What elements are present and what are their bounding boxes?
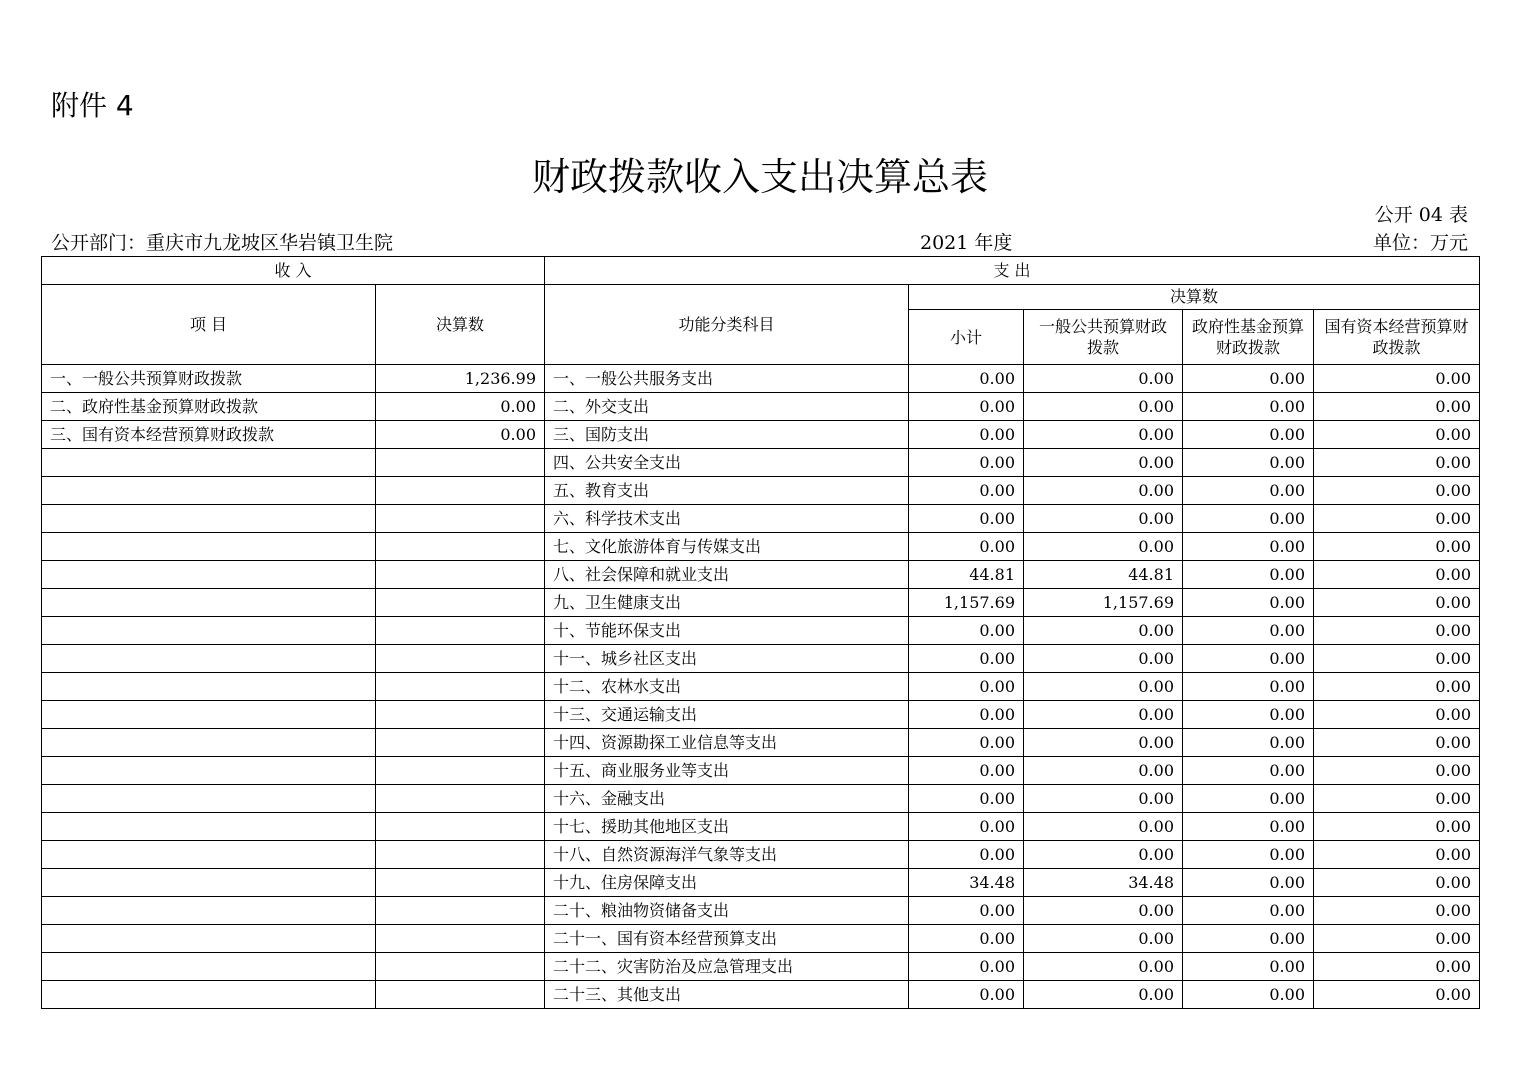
state-capital-cell: 0.00	[1314, 953, 1480, 981]
expense-category-cell: 十一、城乡社区支出	[545, 645, 909, 673]
expense-category-cell: 三、国防支出	[545, 421, 909, 449]
income-item-cell	[42, 673, 376, 701]
table-row	[42, 869, 1480, 897]
subtotal-cell: 0.00	[909, 449, 1024, 477]
gov-fund-cell: 0.00	[1183, 785, 1314, 813]
income-item-cell	[42, 617, 376, 645]
expense-category-cell: 七、文化旅游体育与传媒支出	[545, 533, 909, 561]
table-row	[42, 449, 1480, 477]
income-item-cell	[42, 981, 376, 1009]
table-row	[42, 897, 1480, 925]
income-amount-cell	[376, 589, 545, 617]
subtotal-cell: 0.00	[909, 841, 1024, 869]
gov-fund-cell: 0.00	[1183, 477, 1314, 505]
table-row	[42, 841, 1480, 869]
income-amount-cell	[376, 953, 545, 981]
table-row	[42, 925, 1480, 953]
state-capital-cell: 0.00	[1314, 981, 1480, 1009]
subtotal-cell: 0.00	[909, 645, 1024, 673]
table-row	[42, 729, 1480, 757]
general-budget-cell: 0.00	[1024, 813, 1183, 841]
state-capital-cell: 0.00	[1314, 617, 1480, 645]
state-capital-cell: 0.00	[1314, 645, 1480, 673]
income-item-cell	[42, 729, 376, 757]
expense-header: 支 出	[545, 257, 1480, 285]
state-capital-cell: 0.00	[1314, 561, 1480, 589]
subtotal-cell: 0.00	[909, 533, 1024, 561]
general-budget-cell: 34.48	[1024, 869, 1183, 897]
income-amount-cell: 0.00	[376, 393, 545, 421]
unit-label: 单位：万元	[1372, 232, 1468, 254]
func-category-header: 功能分类科目	[545, 285, 909, 365]
subtotal-cell: 1,157.69	[909, 589, 1024, 617]
income-amount-cell	[376, 869, 545, 897]
expense-category-cell: 九、卫生健康支出	[545, 589, 909, 617]
gov-fund-cell: 0.00	[1183, 981, 1314, 1009]
income-amount-cell	[376, 533, 545, 561]
expense-category-cell: 五、教育支出	[545, 477, 909, 505]
subtotal-cell: 0.00	[909, 421, 1024, 449]
income-amount-cell	[376, 813, 545, 841]
expense-category-cell: 十九、住房保障支出	[545, 869, 909, 897]
general-budget-cell: 0.00	[1024, 785, 1183, 813]
gov-fund-cell: 0.00	[1183, 617, 1314, 645]
income-amount-cell	[376, 701, 545, 729]
subtotal-cell: 0.00	[909, 953, 1024, 981]
form-number: 公开 04 表	[1374, 204, 1468, 226]
subtotal-cell: 0.00	[909, 729, 1024, 757]
state-capital-cell: 0.00	[1314, 841, 1480, 869]
income-item-cell	[42, 757, 376, 785]
income-amount-cell	[376, 477, 545, 505]
header-row-sections	[42, 257, 1480, 285]
income-item-cell: 三、国有资本经营预算财政拨款	[42, 421, 376, 449]
state-capital-cell: 0.00	[1314, 393, 1480, 421]
expense-category-cell: 四、公共安全支出	[545, 449, 909, 477]
gov-fund-cell: 0.00	[1183, 533, 1314, 561]
general-budget-cell: 0.00	[1024, 449, 1183, 477]
table-row	[42, 673, 1480, 701]
subtotal-cell: 0.00	[909, 757, 1024, 785]
income-item-cell	[42, 645, 376, 673]
expense-category-cell: 八、社会保障和就业支出	[545, 561, 909, 589]
subtotal-header: 小计	[909, 310, 1024, 365]
table-row	[42, 365, 1480, 393]
state-capital-cell: 0.00	[1314, 477, 1480, 505]
subtotal-cell: 0.00	[909, 617, 1024, 645]
income-amount-cell	[376, 785, 545, 813]
amount-header: 决算数	[376, 285, 545, 365]
expense-category-cell: 十、节能环保支出	[545, 617, 909, 645]
general-budget-cell: 0.00	[1024, 757, 1183, 785]
gov-fund-cell: 0.00	[1183, 841, 1314, 869]
table-row	[42, 505, 1480, 533]
gov-fund-cell: 0.00	[1183, 925, 1314, 953]
general-budget-cell: 44.81	[1024, 561, 1183, 589]
income-amount-cell	[376, 645, 545, 673]
table-row	[42, 757, 1480, 785]
state-capital-cell: 0.00	[1314, 897, 1480, 925]
income-amount-cell	[376, 673, 545, 701]
expense-category-cell: 十五、商业服务业等支出	[545, 757, 909, 785]
expense-category-cell: 十八、自然资源海洋气象等支出	[545, 841, 909, 869]
state-capital-cell: 0.00	[1314, 813, 1480, 841]
table-row	[42, 981, 1480, 1009]
gov-fund-cell: 0.00	[1183, 813, 1314, 841]
state-capital-cell: 0.00	[1314, 505, 1480, 533]
income-amount-cell	[376, 561, 545, 589]
general-budget-cell: 0.00	[1024, 673, 1183, 701]
expense-category-cell: 六、科学技术支出	[545, 505, 909, 533]
state-capital-cell: 0.00	[1314, 785, 1480, 813]
gov-fund-cell: 0.00	[1183, 589, 1314, 617]
gov-fund-cell: 0.00	[1183, 729, 1314, 757]
subtotal-cell: 0.00	[909, 673, 1024, 701]
page-title: 财政拨款收入支出决算总表	[531, 155, 988, 199]
expense-category-cell: 一、一般公共服务支出	[545, 365, 909, 393]
table-row	[42, 533, 1480, 561]
state-capital-cell: 0.00	[1314, 925, 1480, 953]
income-amount-cell	[376, 449, 545, 477]
state-capital-header: 国有资本经营预算财政拨款	[1314, 310, 1480, 365]
general-budget-cell: 0.00	[1024, 645, 1183, 673]
income-item-cell	[42, 589, 376, 617]
income-amount-cell	[376, 729, 545, 757]
income-item-cell: 一、一般公共预算财政拨款	[42, 365, 376, 393]
item-header: 项 目	[42, 285, 376, 365]
state-capital-cell: 0.00	[1314, 533, 1480, 561]
state-capital-cell: 0.00	[1314, 869, 1480, 897]
state-capital-cell: 0.00	[1314, 421, 1480, 449]
table-row	[42, 393, 1480, 421]
department-label: 公开部门：重庆市九龙坡区华岩镇卫生院	[51, 232, 394, 254]
state-capital-cell: 0.00	[1314, 701, 1480, 729]
income-amount-cell	[376, 981, 545, 1009]
income-item-cell	[42, 841, 376, 869]
gov-fund-cell: 0.00	[1183, 561, 1314, 589]
gov-fund-cell: 0.00	[1183, 701, 1314, 729]
income-amount-cell	[376, 505, 545, 533]
gov-fund-cell: 0.00	[1183, 645, 1314, 673]
gov-fund-cell: 0.00	[1183, 953, 1314, 981]
general-budget-cell: 0.00	[1024, 701, 1183, 729]
income-item-cell	[42, 533, 376, 561]
expense-category-cell: 十七、援助其他地区支出	[545, 813, 909, 841]
general-budget-cell: 0.00	[1024, 729, 1183, 757]
subtotal-cell: 0.00	[909, 701, 1024, 729]
general-budget-cell: 0.00	[1024, 477, 1183, 505]
general-budget-cell: 0.00	[1024, 617, 1183, 645]
gov-fund-header: 政府性基金预算财政拨款	[1183, 310, 1314, 365]
state-capital-cell: 0.00	[1314, 589, 1480, 617]
income-item-cell	[42, 953, 376, 981]
table-row	[42, 813, 1480, 841]
state-capital-cell: 0.00	[1314, 673, 1480, 701]
income-header: 收 入	[42, 257, 545, 285]
gov-fund-cell: 0.00	[1183, 421, 1314, 449]
subtotal-cell: 0.00	[909, 393, 1024, 421]
subtotal-cell: 0.00	[909, 477, 1024, 505]
header-row-1	[42, 285, 1480, 310]
expense-category-cell: 二十、粮油物资储备支出	[545, 897, 909, 925]
income-item-cell	[42, 701, 376, 729]
table-row	[42, 477, 1480, 505]
state-capital-cell: 0.00	[1314, 757, 1480, 785]
subtotal-cell: 34.48	[909, 869, 1024, 897]
general-budget-cell: 0.00	[1024, 505, 1183, 533]
income-amount-cell	[376, 617, 545, 645]
income-amount-cell	[376, 925, 545, 953]
income-amount-cell	[376, 897, 545, 925]
income-item-cell	[42, 785, 376, 813]
income-item-cell	[42, 449, 376, 477]
table-row	[42, 561, 1480, 589]
income-item-cell: 二、政府性基金预算财政拨款	[42, 393, 376, 421]
general-budget-cell: 0.00	[1024, 421, 1183, 449]
income-item-cell	[42, 925, 376, 953]
income-amount-cell: 1,236.99	[376, 365, 545, 393]
subtotal-cell: 0.00	[909, 785, 1024, 813]
expense-category-cell: 十二、农林水支出	[545, 673, 909, 701]
general-budget-header: 一般公共预算财政拨款	[1024, 310, 1183, 365]
gov-fund-cell: 0.00	[1183, 365, 1314, 393]
table-row	[42, 645, 1480, 673]
subtotal-cell: 44.81	[909, 561, 1024, 589]
general-budget-cell: 0.00	[1024, 393, 1183, 421]
expense-category-cell: 二、外交支出	[545, 393, 909, 421]
expense-category-cell: 二十二、灾害防治及应急管理支出	[545, 953, 909, 981]
income-item-cell	[42, 869, 376, 897]
general-budget-cell: 0.00	[1024, 925, 1183, 953]
subtotal-cell: 0.00	[909, 897, 1024, 925]
expense-category-cell: 十四、资源勘探工业信息等支出	[545, 729, 909, 757]
expense-category-cell: 二十一、国有资本经营预算支出	[545, 925, 909, 953]
gov-fund-cell: 0.00	[1183, 449, 1314, 477]
table-row	[42, 421, 1480, 449]
general-budget-cell: 0.00	[1024, 533, 1183, 561]
subtotal-cell: 0.00	[909, 925, 1024, 953]
income-item-cell	[42, 561, 376, 589]
general-budget-cell: 0.00	[1024, 981, 1183, 1009]
general-budget-cell: 0.00	[1024, 841, 1183, 869]
income-item-cell	[42, 505, 376, 533]
expense-category-cell: 十六、金融支出	[545, 785, 909, 813]
income-item-cell	[42, 897, 376, 925]
expense-category-cell: 二十三、其他支出	[545, 981, 909, 1009]
gov-fund-cell: 0.00	[1183, 869, 1314, 897]
table-row	[42, 589, 1480, 617]
expense-category-cell: 十三、交通运输支出	[545, 701, 909, 729]
final-amount-header: 决算数	[909, 285, 1480, 310]
general-budget-cell: 1,157.69	[1024, 589, 1183, 617]
table-row	[42, 617, 1480, 645]
attachment-label: 附件 4	[51, 89, 134, 122]
gov-fund-cell: 0.00	[1183, 673, 1314, 701]
income-item-cell	[42, 477, 376, 505]
gov-fund-cell: 0.00	[1183, 505, 1314, 533]
table-row	[42, 701, 1480, 729]
table-row	[42, 785, 1480, 813]
general-budget-cell: 0.00	[1024, 365, 1183, 393]
income-amount-cell: 0.00	[376, 421, 545, 449]
gov-fund-cell: 0.00	[1183, 897, 1314, 925]
state-capital-cell: 0.00	[1314, 449, 1480, 477]
gov-fund-cell: 0.00	[1183, 393, 1314, 421]
income-amount-cell	[376, 757, 545, 785]
subtotal-cell: 0.00	[909, 813, 1024, 841]
table-row	[42, 953, 1480, 981]
income-amount-cell	[376, 841, 545, 869]
general-budget-cell: 0.00	[1024, 953, 1183, 981]
income-item-cell	[42, 813, 376, 841]
state-capital-cell: 0.00	[1314, 729, 1480, 757]
gov-fund-cell: 0.00	[1183, 757, 1314, 785]
fiscal-year: 2021 年度	[920, 232, 1013, 254]
subtotal-cell: 0.00	[909, 365, 1024, 393]
state-capital-cell: 0.00	[1314, 365, 1480, 393]
subtotal-cell: 0.00	[909, 505, 1024, 533]
subtotal-cell: 0.00	[909, 981, 1024, 1009]
final-accounts-table	[41, 256, 1480, 1009]
general-budget-cell: 0.00	[1024, 897, 1183, 925]
